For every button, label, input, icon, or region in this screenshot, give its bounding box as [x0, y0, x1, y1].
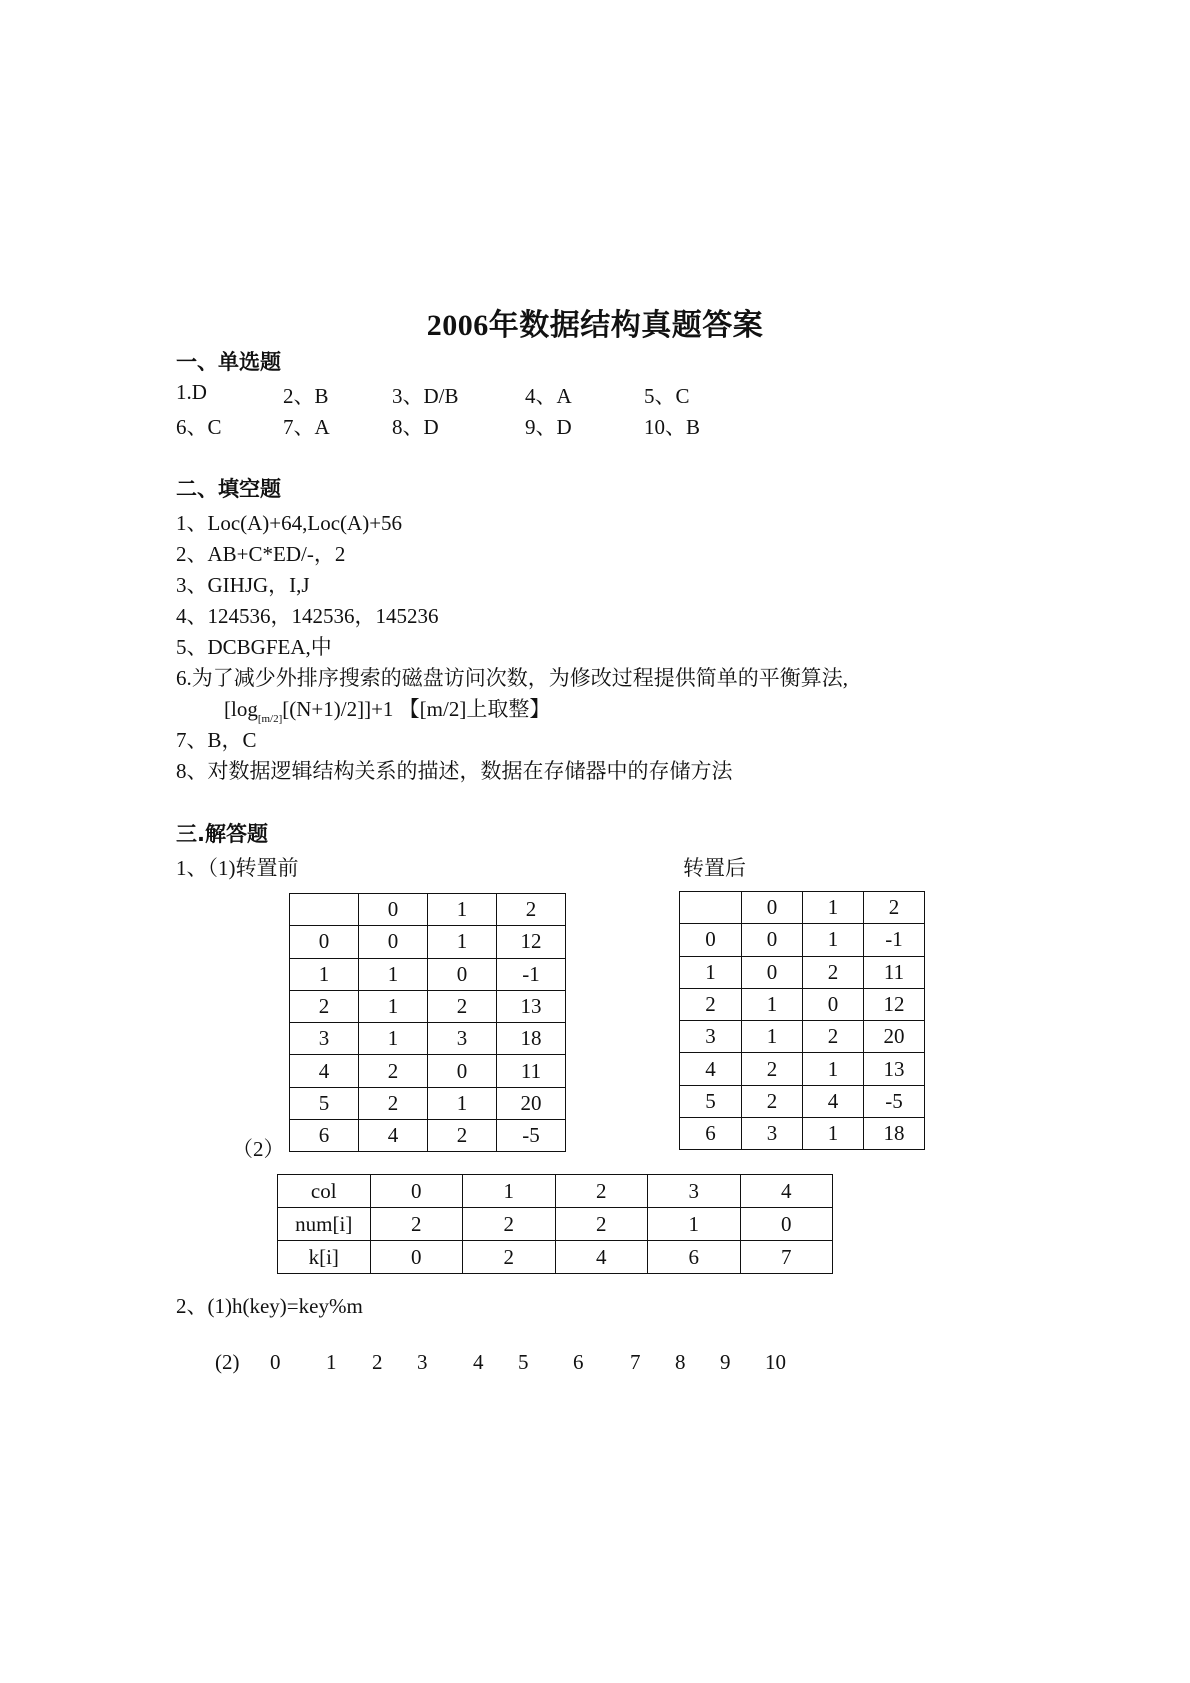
table-cell: 0	[428, 958, 497, 990]
table-cell: 2	[497, 894, 566, 926]
table-row	[680, 988, 925, 1020]
table-cell: 0	[740, 1208, 833, 1241]
table-cell: 4	[740, 1175, 833, 1208]
table-cell: 1	[463, 1175, 556, 1208]
table-row	[680, 1053, 925, 1085]
q2-part2-label: (2)	[215, 1350, 240, 1374]
table-cell: 2	[463, 1241, 556, 1274]
table-cell: 3	[290, 1023, 359, 1055]
table-cell: 0	[428, 1055, 497, 1087]
table-row	[290, 1120, 566, 1152]
table-cell: 4	[555, 1241, 648, 1274]
hash-index: 9	[720, 1350, 731, 1374]
hash-index: 6	[573, 1350, 584, 1374]
table-cell: 0	[680, 924, 742, 956]
table-cell: 2	[359, 1055, 428, 1087]
table-cell: 13	[864, 1053, 925, 1085]
table-cell: 18	[497, 1023, 566, 1055]
hash-index: 4	[473, 1350, 484, 1374]
formula-suffix: [(N+1)/2]]+1 【[m/2]上取整】	[282, 697, 551, 721]
hash-index: 1	[326, 1350, 337, 1374]
answer: 8、D	[392, 415, 439, 439]
table-cell: 2	[555, 1175, 648, 1208]
answer: 4、A	[525, 384, 572, 408]
answer: 3、D/B	[392, 384, 459, 408]
table-cell: -1	[497, 958, 566, 990]
table-row	[680, 956, 925, 988]
hash-index: 3	[417, 1350, 428, 1374]
table-cell: -5	[864, 1085, 925, 1117]
answer: 1.D	[176, 380, 207, 404]
table-cell: 2	[803, 1021, 864, 1053]
section-heading-fill-blank: 二、填空题	[176, 477, 281, 501]
table-row	[278, 1241, 833, 1274]
column-count-table	[277, 1174, 833, 1274]
after-transpose-table	[679, 891, 925, 1150]
table-cell: col	[278, 1175, 371, 1208]
table-cell: 0	[290, 926, 359, 958]
table-cell: 3	[648, 1175, 741, 1208]
table-cell: 2	[463, 1208, 556, 1241]
table-cell: 11	[864, 956, 925, 988]
answer: 9、D	[525, 415, 572, 439]
table-cell: -5	[497, 1120, 566, 1152]
fill-answer-6: 6.为了减少外排序搜索的磁盘访问次数，为修改过程提供简单的平衡算法,	[176, 666, 848, 690]
table-cell: 1	[803, 1053, 864, 1085]
table-cell: num[i]	[278, 1208, 371, 1241]
table-row	[290, 926, 566, 958]
table-cell: 1	[648, 1208, 741, 1241]
table-cell: 2	[680, 988, 742, 1020]
hash-index: 7	[630, 1350, 641, 1374]
table-cell: 2	[803, 956, 864, 988]
table-cell: 1	[359, 1023, 428, 1055]
table-cell: 1	[428, 894, 497, 926]
table-row	[680, 924, 925, 956]
table-cell: 0	[370, 1175, 463, 1208]
table-row	[680, 1021, 925, 1053]
table-cell	[290, 894, 359, 926]
table-row	[290, 894, 566, 926]
table-cell: 1	[803, 892, 864, 924]
table-cell: 20	[864, 1021, 925, 1053]
table-cell: 5	[680, 1085, 742, 1117]
q1-after-label: 转置后	[683, 856, 746, 880]
table-cell: 2	[428, 1120, 497, 1152]
table-cell: 6	[680, 1118, 742, 1150]
table-row	[290, 1023, 566, 1055]
table-cell: 1	[803, 924, 864, 956]
table-cell: 0	[803, 988, 864, 1020]
table-row	[278, 1175, 833, 1208]
fill-answer-6-formula	[224, 693, 550, 725]
table-cell: 18	[864, 1118, 925, 1150]
before-transpose-table	[289, 893, 566, 1152]
table-cell: 1	[680, 956, 742, 988]
table-cell: 6	[290, 1120, 359, 1152]
q1-before-label: 1、（1)转置前	[176, 856, 299, 880]
table-cell: 0	[742, 956, 803, 988]
table-cell: 2	[742, 1085, 803, 1117]
hash-index: 2	[372, 1350, 383, 1374]
table-row	[290, 990, 566, 1022]
table-cell: 6	[648, 1241, 741, 1274]
table-cell: 4	[803, 1085, 864, 1117]
table-cell: 20	[497, 1087, 566, 1119]
table-cell: 4	[680, 1053, 742, 1085]
fill-answer-8: 8、对数据逻辑结构关系的描述，数据在存储器中的存储方法	[176, 759, 733, 783]
answer: 6、C	[176, 415, 222, 439]
table-row	[290, 1055, 566, 1087]
table-cell: 1	[428, 1087, 497, 1119]
answer: 7、A	[283, 415, 330, 439]
table-cell: 1	[290, 958, 359, 990]
fill-answer-5: 5、DCBGFEA,中	[176, 635, 332, 659]
fill-answer-7: 7、B，C	[176, 728, 257, 752]
table-cell: 1	[428, 926, 497, 958]
table-cell: 1	[359, 990, 428, 1022]
table-cell: 0	[742, 924, 803, 956]
table-row	[680, 1085, 925, 1117]
table-cell: 2	[555, 1208, 648, 1241]
table-cell: 2	[290, 990, 359, 1022]
table-cell: 2	[742, 1053, 803, 1085]
section-heading-answers: 三.解答题	[176, 822, 268, 846]
page-title: 2006年数据结构真题答案	[426, 309, 764, 342]
table-cell	[680, 892, 742, 924]
table-cell: 2	[864, 892, 925, 924]
q1-part2-label: （2）	[232, 1137, 285, 1161]
table-row	[278, 1208, 833, 1241]
formula-prefix: [log	[224, 697, 258, 721]
fill-answer-1: 1、Loc(A)+64,Loc(A)+56	[176, 511, 403, 535]
table-cell: 3	[680, 1021, 742, 1053]
table-cell: 2	[370, 1208, 463, 1241]
table-cell: 0	[370, 1241, 463, 1274]
formula-subscript: [m/2]	[257, 713, 283, 725]
table-row	[290, 1087, 566, 1119]
table-cell: 11	[497, 1055, 566, 1087]
fill-answer-3: 3、GIHJG，I,J	[176, 573, 310, 597]
table-cell: 12	[497, 926, 566, 958]
table-cell: 1	[742, 1021, 803, 1053]
q2-hash-function: 2、(1)h(key)=key%m	[176, 1294, 363, 1318]
section-heading-single-choice: 一、单选题	[176, 350, 281, 374]
answer: 5、C	[644, 384, 690, 408]
table-row	[290, 958, 566, 990]
table-cell: 2	[428, 990, 497, 1022]
hash-index: 0	[270, 1350, 281, 1374]
table-cell: 4	[290, 1055, 359, 1087]
table-cell: 12	[864, 988, 925, 1020]
table-row	[680, 1118, 925, 1150]
table-cell: 0	[359, 926, 428, 958]
answer: 10、B	[644, 415, 701, 439]
hash-index: 8	[675, 1350, 686, 1374]
table-cell: 7	[740, 1241, 833, 1274]
table-cell: 0	[742, 892, 803, 924]
hash-index: 5	[518, 1350, 529, 1374]
table-cell: k[i]	[278, 1241, 371, 1274]
answer: 2、B	[283, 384, 329, 408]
table-cell: 4	[359, 1120, 428, 1152]
table-cell: 0	[359, 894, 428, 926]
fill-answer-4: 4、124536，142536，145236	[176, 604, 439, 628]
table-cell: -1	[864, 924, 925, 956]
table-cell: 5	[290, 1087, 359, 1119]
table-cell: 2	[359, 1087, 428, 1119]
table-cell: 1	[803, 1118, 864, 1150]
table-cell: 3	[742, 1118, 803, 1150]
table-cell: 13	[497, 990, 566, 1022]
table-row	[680, 892, 925, 924]
table-cell: 3	[428, 1023, 497, 1055]
table-cell: 1	[742, 988, 803, 1020]
hash-index: 10	[765, 1350, 786, 1374]
fill-answer-2: 2、AB+C*ED/-，2	[176, 542, 346, 566]
table-cell: 1	[359, 958, 428, 990]
